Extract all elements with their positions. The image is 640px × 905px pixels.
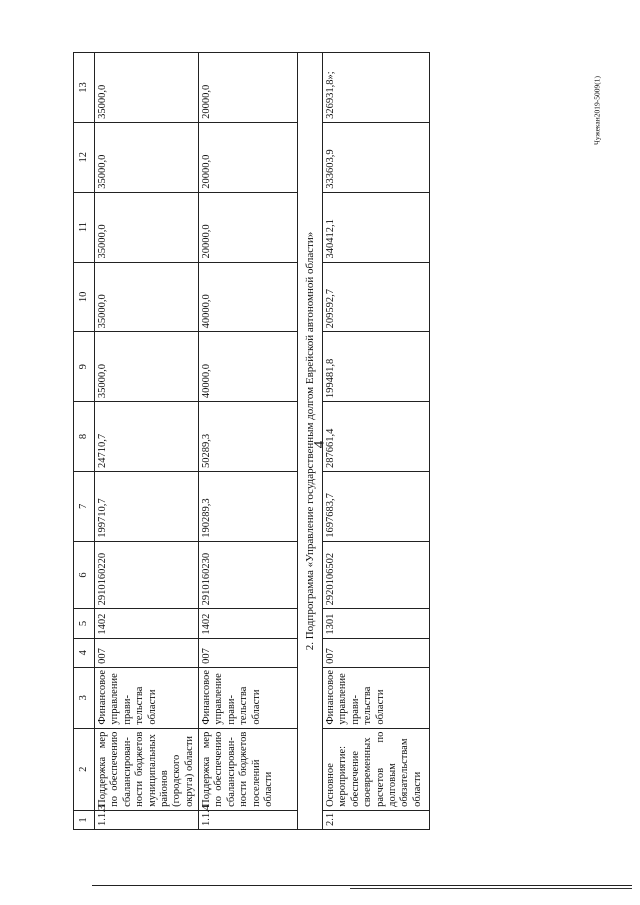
measure-name: Поддержка мер по обеспечению сбалансирован-ности бюджетов муниципальных районов (городского округа) области xyxy=(95,728,199,810)
amount-cell: 35000,0 xyxy=(95,122,199,192)
header-cell: 12 xyxy=(74,122,95,192)
section-code: 1402 xyxy=(95,609,199,638)
amount-cell: 35000,0 xyxy=(95,53,199,123)
amount-cell: 20000,0 xyxy=(199,122,298,192)
executor: Финансовое управление прави-тельства области xyxy=(199,667,298,728)
amount-cell: 20000,0 xyxy=(199,192,298,262)
section-row xyxy=(298,53,323,830)
amount-cell: 35000,0 xyxy=(95,262,199,332)
executor: Финансовое управление прави-тельства области xyxy=(323,667,430,728)
target-article: 2910160230 xyxy=(199,541,298,609)
measure-name: Основное мероприятие: обеспечение своевременных расчетов по долговым обязательствам области xyxy=(323,728,430,810)
header-cell: 7 xyxy=(74,471,95,541)
header-cell: 3 xyxy=(74,667,95,728)
header-cell: 11 xyxy=(74,192,95,262)
amount-cell: 20000,0 xyxy=(199,53,298,123)
rotated-table-container xyxy=(73,52,427,830)
row-number: 1.1.4 xyxy=(199,810,298,829)
table-row xyxy=(199,53,298,830)
amount-cell: 199710,7 xyxy=(95,471,199,541)
subprogram-title: 2. Подпрограмма «Управление государственным долгом Еврейской автономной области» xyxy=(298,53,323,830)
amount-cell: 199481,8 xyxy=(323,332,430,402)
amount-cell: 333603,9 xyxy=(323,122,430,192)
header-cell: 1 xyxy=(74,810,95,829)
table-row xyxy=(323,53,430,830)
footer-rule-secondary xyxy=(350,888,632,889)
amount-cell: 35000,0 xyxy=(95,332,199,402)
grbs-code: 007 xyxy=(199,638,298,667)
amount-cell: 35000,0 xyxy=(95,192,199,262)
executor: Финансовое управление прави-тельства области xyxy=(95,667,199,728)
header-cell: 10 xyxy=(74,262,95,332)
budget-table xyxy=(73,52,430,830)
section-code: 1402 xyxy=(199,609,298,638)
grbs-code: 007 xyxy=(95,638,199,667)
amount-cell: 209592,7 xyxy=(323,262,430,332)
section-code: 1301 xyxy=(323,609,430,638)
amount-cell: 1697683,7 xyxy=(323,471,430,541)
header-cell: 6 xyxy=(74,541,95,609)
header-cell: 9 xyxy=(74,332,95,402)
amount-cell: 40000,0 xyxy=(199,262,298,332)
target-article: 2910160220 xyxy=(95,541,199,609)
page-number: 4 xyxy=(311,440,328,449)
row-number: 1.1.3 xyxy=(95,810,199,829)
header-cell: 13 xyxy=(74,53,95,123)
row-number: 2.1 xyxy=(323,810,430,829)
target-article: 2920106502 xyxy=(323,541,430,609)
amount-cell: 24710,7 xyxy=(95,402,199,472)
header-cell: 4 xyxy=(74,638,95,667)
header-cell: 5 xyxy=(74,609,95,638)
amount-cell: 326931,8»; xyxy=(323,53,430,123)
measure-name: Поддержка мер по обеспечению сбалансирован-ности бюджетов поселений области xyxy=(199,728,298,810)
grbs-code: 007 xyxy=(323,638,430,667)
document-code: Чужекан2019-5009(1) xyxy=(592,75,602,146)
header-cell: 2 xyxy=(74,728,95,810)
table-row xyxy=(95,53,199,830)
header-cell: 8 xyxy=(74,402,95,472)
amount-cell: 40000,0 xyxy=(199,332,298,402)
amount-cell: 340412,1 xyxy=(323,192,430,262)
footer-rule xyxy=(92,885,632,886)
amount-cell: 50289,3 xyxy=(199,402,298,472)
amount-cell: 190289,3 xyxy=(199,471,298,541)
header-row xyxy=(74,53,95,830)
amount-cell: 287661,4 xyxy=(323,402,430,472)
